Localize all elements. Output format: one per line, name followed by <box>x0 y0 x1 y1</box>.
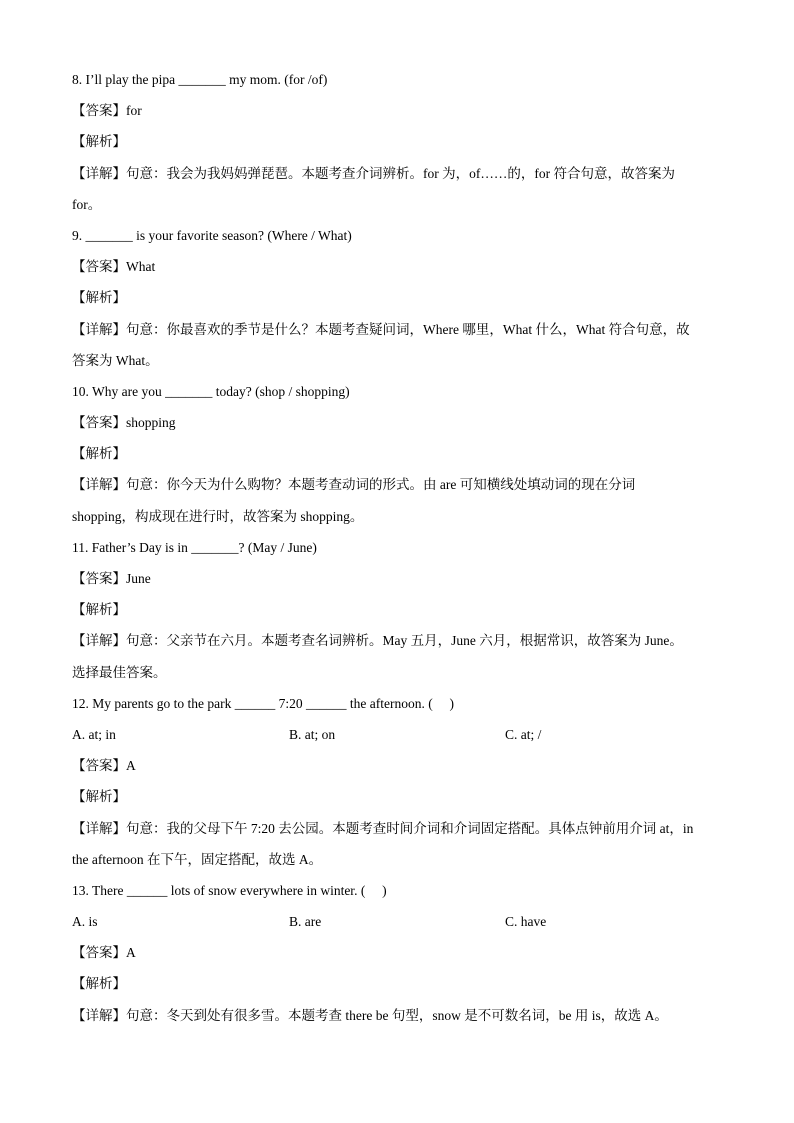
answer-value: June <box>126 571 151 586</box>
detail-tag: 【详解】 <box>72 321 126 338</box>
analysis-8 <box>72 126 722 157</box>
detail-12-line-2: the afternoon 在下午，固定搭配，故选 A。 <box>72 851 323 867</box>
detail-text: 句意：你今天为什么购物？本题考查动词的形式。由 are 可知横线处填动词的现在分词 <box>126 477 636 493</box>
detail-tag: 【详解】 <box>72 1007 126 1024</box>
question-10: 10. Why are you _______ today? (shop / shopping) <box>72 383 350 399</box>
detail-13-line-1 <box>72 1000 722 1031</box>
detail-8-line-1 <box>72 158 722 189</box>
analysis-tag: 【解析】 <box>72 976 126 993</box>
answer-tag: 【答案】 <box>72 758 126 775</box>
question-13: 13. There ______ lots of snow everywhere in winter. ( ) <box>72 882 387 898</box>
question-8: 8. I’ll play the pipa _______ my mom. (for /of) <box>72 72 328 87</box>
detail-text: 句意：冬天到处有很多雪。本题考查 there be 句型，snow 是不可数名词，be 用 is，故选 A。 <box>126 1007 668 1023</box>
answer-value: What <box>126 259 156 275</box>
analysis-11 <box>72 594 722 625</box>
analysis-10 <box>72 438 722 469</box>
analysis-tag: 【解析】 <box>72 602 126 619</box>
options-13 <box>72 906 722 937</box>
detail-tag: 【详解】 <box>72 165 126 182</box>
answer-tag: 【答案】 <box>72 259 126 276</box>
option-c: C. at; / <box>505 726 542 742</box>
question-9: 9. _______ is your favorite season? (Where / What) <box>72 227 352 243</box>
detail-11-line-1 <box>72 625 722 656</box>
question-12: 12. My parents go to the park ______ 7:20 ______ the afternoon. ( ) <box>72 695 455 711</box>
answer-8 <box>72 95 722 126</box>
analysis-12 <box>72 781 722 812</box>
detail-11-line-2: 选择最佳答案。 <box>72 664 167 680</box>
answer-tag: 【答案】 <box>72 945 126 962</box>
answer-13 <box>72 937 722 968</box>
question-11: 11. Father’s Day is in _______? (May / June) <box>72 539 317 555</box>
detail-10-line-2: shopping，构成现在进行时，故答案为 shopping。 <box>72 508 364 524</box>
detail-9-line-1 <box>72 314 722 345</box>
answer-value: for <box>126 103 142 119</box>
detail-10-line-1 <box>72 469 722 500</box>
analysis-13 <box>72 968 722 999</box>
answer-value: shopping <box>126 415 176 431</box>
answer-12 <box>72 750 722 781</box>
analysis-tag: 【解析】 <box>72 290 126 307</box>
detail-text: 句意：我的父母下午 7:20 去公园。本题考查时间介词和介词固定搭配。具体点钟前用介词 at，in <box>126 820 694 836</box>
option-a: A. is <box>72 914 98 930</box>
analysis-tag: 【解析】 <box>72 446 126 463</box>
answer-11 <box>72 563 722 594</box>
detail-text: 句意：我会为我妈妈弹琵琶。本题考查介词辨析。for 为，of……的，for 符合句意，故答案为 <box>126 165 675 181</box>
detail-8-line-2: for。 <box>72 196 102 212</box>
detail-tag: 【详解】 <box>72 820 126 837</box>
option-a: A. at; in <box>72 726 116 742</box>
detail-text: 句意：你最喜欢的季节是什么？本题考查疑问词，Where 哪里，What 什么，What 符合句意，故 <box>126 321 690 337</box>
option-b: B. are <box>289 914 322 930</box>
answer-value: A <box>126 758 136 774</box>
analysis-tag: 【解析】 <box>72 134 126 151</box>
answer-tag: 【答案】 <box>72 571 126 587</box>
answer-9 <box>72 251 722 282</box>
analysis-tag: 【解析】 <box>72 789 126 806</box>
answer-10 <box>72 407 722 438</box>
detail-tag: 【详解】 <box>72 477 126 494</box>
analysis-9 <box>72 282 722 313</box>
answer-tag: 【答案】 <box>72 103 126 120</box>
detail-text: 句意：父亲节在六月。本题考查名词辨析。May 五月，June 六月，根据常识，故答案为 June。 <box>126 633 683 649</box>
options-12 <box>72 719 722 750</box>
option-b: B. at; on <box>289 726 336 742</box>
option-c: C. have <box>505 914 547 930</box>
detail-12-line-1 <box>72 813 722 844</box>
detail-tag: 【详解】 <box>72 633 126 650</box>
document-page <box>72 64 722 1031</box>
answer-tag: 【答案】 <box>72 415 126 432</box>
detail-9-line-2: 答案为 What。 <box>72 352 159 368</box>
answer-value: A <box>126 945 136 961</box>
